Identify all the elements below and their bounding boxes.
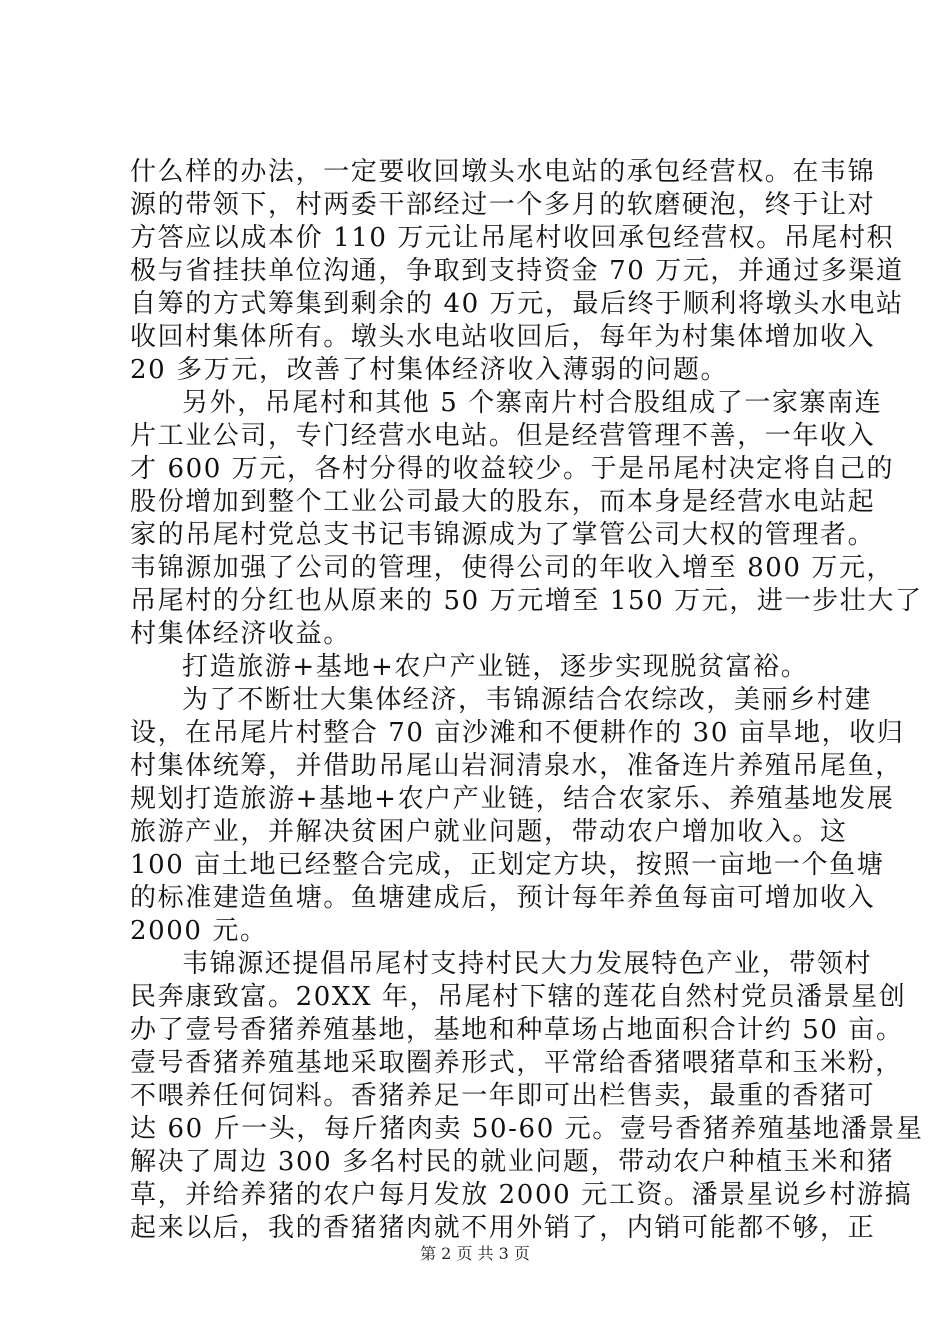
text-line: 吊尾村的分红也从原来的 50 万元增至 150 万元，进一步壮大了 [130,586,923,616]
text-line: 设，在吊尾片村整合 70 亩沙滩和不便耕作的 30 亩旱地，收归 [130,718,905,748]
text-line: 家的吊尾村党总支书记韦锦源成为了掌管公司大权的管理者。 [130,520,876,550]
text-line: 才 600 万元，各村分得的收益较少。于是吊尾村决定将自己的 [130,454,895,484]
document-body [130,156,924,1245]
text-line: 规划打造旅游+基地+农户产业链，结合农家乐、养殖基地发展 [130,784,895,814]
text-line: 村集体经济收益。 [130,619,351,649]
text-line: 方答应以成本价 110 万元让吊尾村收回承包经营权。吊尾村积 [130,223,895,253]
text-line: 20 多万元，改善了村集体经济收入薄弱的问题。 [130,355,729,385]
text-line: 旅游产业，并解决贫困户就业问题，带动农户增加收入。这 [130,817,848,847]
text-line: 股份增加到整个工业公司最大的股东，而本身是经营水电站起 [130,487,876,517]
text-line: 草，并给养猪的农户每月发放 2000 元工资。潘景星说乡村游搞 [130,1180,913,1210]
text-line: 自筹的方式筹集到剩余的 40 万元，最后终于顺利将墩头水电站 [130,289,904,319]
text-line: 100 亩土地已经整合完成，正划定方块，按照一亩地一个鱼塘 [130,850,885,880]
text-line: 村集体统筹，并借助吊尾山岩洞清泉水，准备连片养殖吊尾鱼， [130,751,903,781]
text-line: 2000 元。 [130,916,268,946]
text-line: 另外，吊尾村和其他 5 个寨南片村合股组成了一家寨南连 [182,388,883,418]
text-line: 极与省挂扶单位沟通，争取到支持资金 70 万元，并通过多渠道 [130,256,904,286]
text-line: 收回村集体所有。墩头水电站收回后，每年为村集体增加收入 [130,322,876,352]
page-footer: 第 2 页 共 3 页 [420,1244,530,1263]
text-line: 解决了周边 300 多名村民的就业问题，带动农户种植玉米和猪 [130,1147,895,1177]
text-line: 为了不断壮大集体经济，韦锦源结合农综改，美丽乡村建 [182,685,873,715]
text-line: 达 60 斤一头，每斤猪肉卖 50-60 元。壹号香猪养殖基地潘景星 [130,1114,924,1144]
text-line: 的标准建造鱼塘。鱼塘建成后，预计每年养鱼每亩可增加收入 [130,883,876,913]
text-line: 民奔康致富。20XX 年，吊尾村下辖的莲花自然村党员潘景星创 [130,982,907,1012]
text-line: 起来以后，我的香猪猪肉就不用外销了，内销可能都不够，正 [130,1213,876,1243]
text-line: 办了壹号香猪养殖基地，基地和种草场占地面积合计约 50 亩。 [130,1015,904,1045]
text-line: 韦锦源加强了公司的管理，使得公司的年收入增至 800 万元， [130,553,895,583]
text-line: 什么样的办法，一定要收回墩头水电站的承包经营权。在韦锦 [130,157,876,187]
text-line: 壹号香猪养殖基地采取圈养形式，平常给香猪喂猪草和玉米粉， [130,1048,903,1078]
text-line: 源的带领下，村两委干部经过一个多月的软磨硬泡，终于让对 [130,190,876,220]
text-line: 片工业公司，专门经营水电站。但是经营管理不善，一年收入 [130,421,876,451]
text-line: 不喂养任何饲料。香猪养足一年即可出栏售卖，最重的香猪可 [130,1081,876,1111]
text-line: 韦锦源还提倡吊尾村支持村民大力发展特色产业，带领村 [182,949,873,979]
text-line: 打造旅游+基地+农户产业链，逐步实现脱贫富裕。 [182,652,809,682]
